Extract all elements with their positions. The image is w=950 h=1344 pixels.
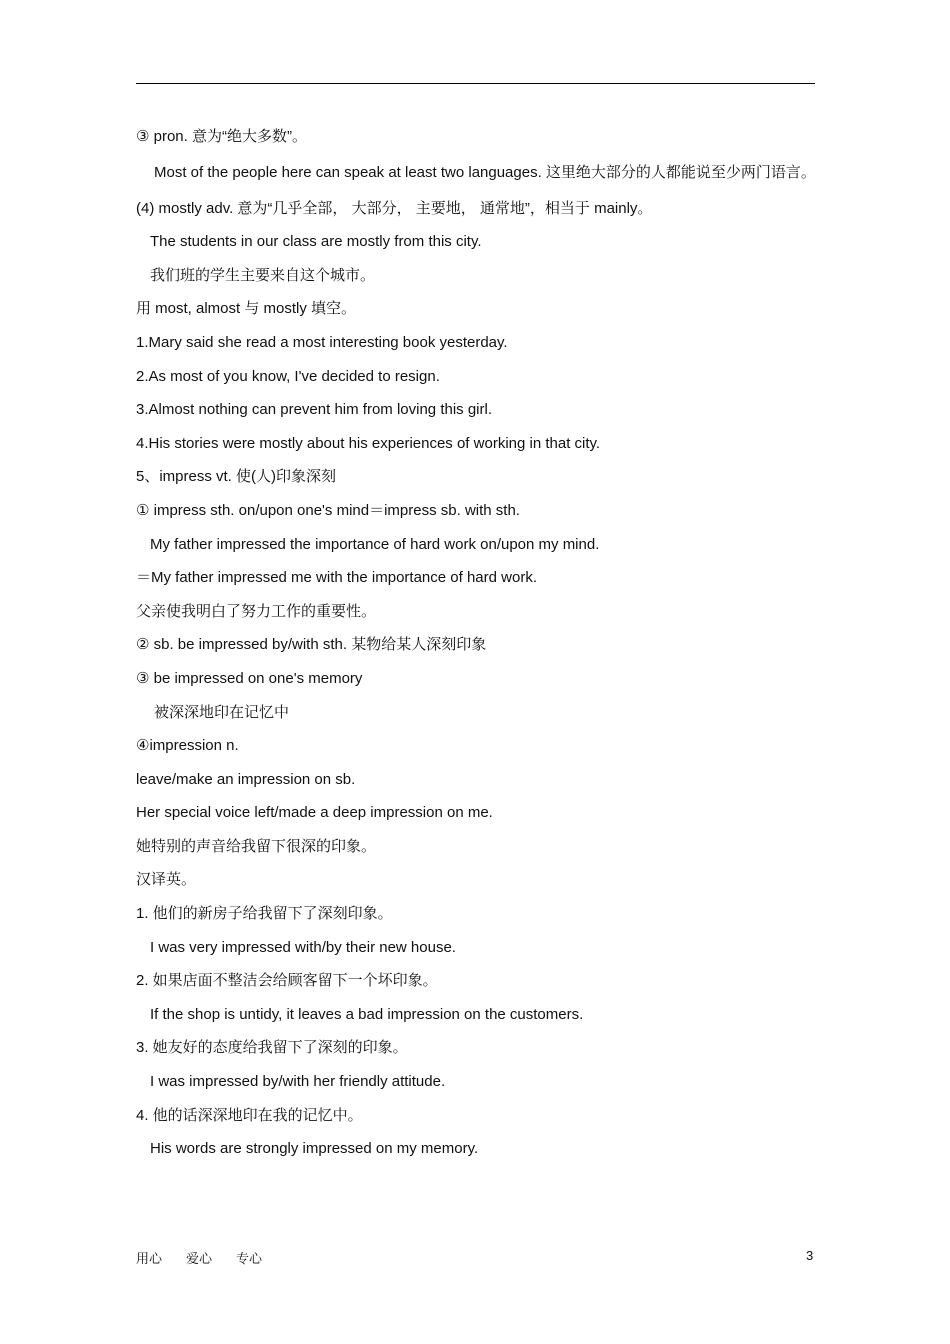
- text-line: 汉译英。: [136, 871, 197, 889]
- footer-slogan-word: 爱心: [186, 1252, 213, 1267]
- text-line: 4. 他的话深深地印在我的记忆中。: [136, 1106, 363, 1124]
- text-line: 父亲使我明白了努力工作的重要性。: [136, 602, 377, 620]
- text-line: I was very impressed with/by their new house.: [150, 938, 456, 956]
- footer-slogan: [136, 1248, 286, 1267]
- text-line: 用 most, almost 与 mostly 填空。: [136, 300, 357, 318]
- text-line: ① impress sth. on/upon one's mind＝impress sb. with sth.: [136, 501, 520, 519]
- text-line: leave/make an impression on sb.: [136, 770, 356, 788]
- text-line: 1.Mary said she read a most interesting book yesterday.: [136, 333, 508, 351]
- text-line: 被深深地印在记忆中: [154, 703, 290, 721]
- footer-slogan-word: 专心: [236, 1252, 263, 1267]
- text-line: His words are strongly impressed on my memory.: [150, 1140, 479, 1158]
- text-line: 我们班的学生主要来自这个城市。: [150, 266, 376, 284]
- text-line: If the shop is untidy, it leaves a bad impression on the customers.: [150, 1005, 584, 1023]
- text-line: 4.His stories were mostly about his experiences of working in that city.: [136, 434, 601, 452]
- text-line: ③ be impressed on one's memory: [136, 669, 363, 687]
- text-line: 2. 如果店面不整洁会给顾客留下一个坏印象。: [136, 972, 438, 990]
- text-line: Her special voice left/made a deep impression on me.: [136, 804, 493, 822]
- text-line: 3. 她友好的态度给我留下了深刻的印象。: [136, 1039, 408, 1057]
- text-line: 1. 他们的新房子给我留下了深刻印象。: [136, 905, 393, 923]
- text-line: ④impression n.: [136, 737, 239, 755]
- text-line: My father impressed the importance of hard work on/upon my mind.: [150, 535, 600, 553]
- text-line: ＝My father impressed me with the importance of hard work.: [136, 569, 537, 587]
- document-body: [136, 120, 816, 1166]
- text-line: I was impressed by/with her friendly attitude.: [150, 1073, 446, 1091]
- text-line: (4) mostly adv. 意为“几乎全部， 大部分， 主要地， 通常地”，相当于 mainly。: [136, 199, 653, 217]
- page-number: 3: [806, 1248, 814, 1263]
- text-line: ③ pron. 意为“绝大多数”。: [136, 128, 307, 145]
- text-line: ② sb. be impressed by/with sth. 某物给某人深刻印象: [136, 636, 487, 654]
- text-line: Most of the people here can speak at least two languages. 这里绝大部分的人都能说至少两门语言。: [154, 163, 816, 181]
- text-line: 她特别的声音给我留下很深的印象。: [136, 837, 377, 855]
- text-line: The students in our class are mostly from this city.: [150, 233, 482, 251]
- text-line: 2.As most of you know, I've decided to resign.: [136, 367, 440, 385]
- section-heading: 5、impress vt. 使(人)印象深刻: [136, 468, 337, 486]
- text-line: 3.Almost nothing can prevent him from loving this girl.: [136, 401, 492, 419]
- header-rule: [136, 83, 815, 84]
- footer-slogan-word: 用心: [136, 1252, 163, 1267]
